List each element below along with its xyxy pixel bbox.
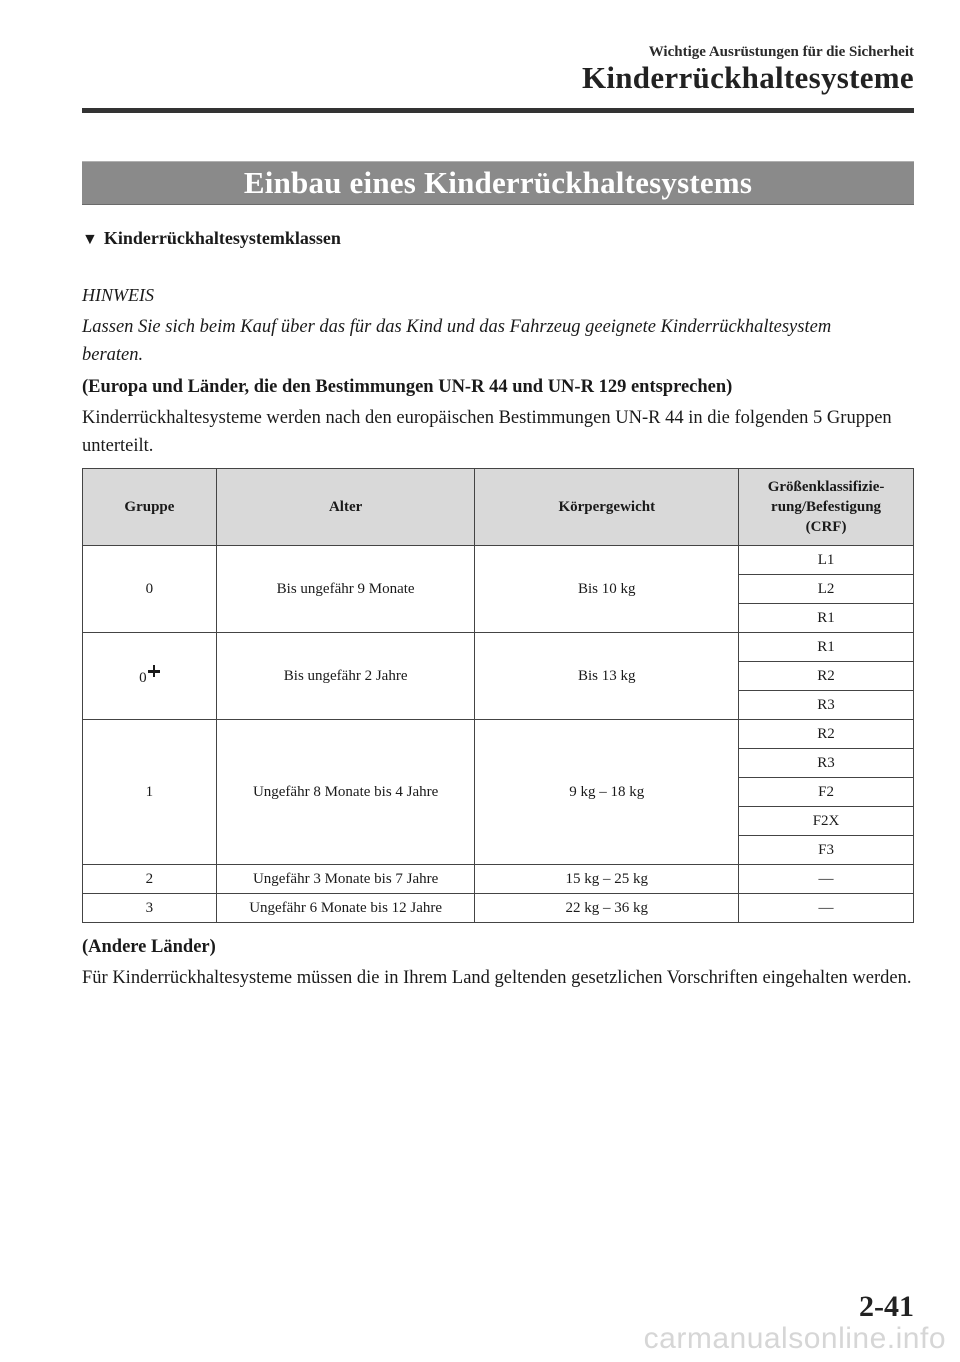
cell-group: 1	[83, 720, 217, 865]
page-header-title: Kinderrückhaltesysteme	[581, 60, 914, 95]
header-group: Gruppe	[83, 469, 217, 546]
cell-crf: R2	[739, 662, 914, 691]
watermark: carmanualsonline.info	[643, 1322, 946, 1355]
cell-crf: F2X	[739, 807, 914, 836]
section-title: Einbau eines Kinderrückhaltesystems	[243, 165, 753, 200]
plus-icon	[148, 665, 160, 677]
cell-crf: R1	[739, 604, 914, 633]
cell-weight: 15 kg – 25 kg	[475, 865, 739, 894]
table-header-row	[83, 469, 914, 546]
cell-age: Bis ungefähr 2 Jahre	[216, 633, 475, 720]
cell-age: Ungefähr 3 Monate bis 7 Jahre	[216, 865, 475, 894]
cell-crf: ―	[739, 894, 914, 923]
other-countries-text: Für Kinderrückhaltesysteme müssen die in Ihrem Land geltenden gesetzlichen Vorschriften eingehalten werden.	[82, 968, 912, 988]
cell-age: Bis ungefähr 9 Monate	[216, 546, 475, 633]
cell-crf: R3	[739, 749, 914, 778]
cell-group-number: 0	[139, 670, 147, 686]
cell-weight: Bis 13 kg	[475, 633, 739, 720]
header-age: Alter	[216, 469, 475, 546]
cell-age: Ungefähr 6 Monate bis 12 Jahre	[216, 894, 475, 923]
subheading-text: Kinderrückhaltesystemklassen	[103, 228, 341, 248]
subheading	[82, 228, 341, 249]
cell-crf: L1	[739, 546, 914, 575]
header-rule	[82, 108, 914, 113]
page-number: 2-41	[859, 1290, 914, 1323]
europe-text: Kinderrückhaltesysteme werden nach den europäischen Bestimmungen UN-R 44 in die folgenden 5 Gruppen unterteilt.	[82, 408, 892, 456]
header-crf-line: rung/Befestigung	[771, 499, 882, 515]
header-crf-line: Größenklassifizie-	[767, 479, 885, 495]
table-row	[83, 720, 914, 749]
table-row	[83, 865, 914, 894]
cell-weight: 9 kg – 18 kg	[475, 720, 739, 865]
cell-group: 2	[83, 865, 217, 894]
cell-age: Ungefähr 8 Monate bis 4 Jahre	[216, 720, 475, 865]
cell-crf: ―	[739, 865, 914, 894]
cell-crf: F3	[739, 836, 914, 865]
cell-group: 0	[83, 546, 217, 633]
cell-crf: R1	[739, 633, 914, 662]
header-weight: Körpergewicht	[475, 469, 739, 546]
chapter-title: Wichtige Ausrüstungen für die Sicherheit	[648, 44, 914, 60]
triangle-marker-icon: ▼	[82, 231, 98, 248]
europe-heading: (Europa und Länder, die den Bestimmungen UN-R 44 und UN-R 129 entsprechen)	[82, 377, 733, 397]
cell-weight: Bis 10 kg	[475, 546, 739, 633]
table-row	[83, 894, 914, 923]
other-countries-heading: (Andere Länder)	[82, 937, 216, 957]
cell-weight: 22 kg – 36 kg	[475, 894, 739, 923]
header-crf	[739, 469, 914, 546]
section-title-bar	[82, 161, 914, 205]
cell-crf: R3	[739, 691, 914, 720]
note-text: Lassen Sie sich beim Kauf über das für das Kind und das Fahrzeug geeignete Kinderrückhaltesystem beraten.	[82, 317, 832, 365]
table-row	[83, 546, 914, 575]
cell-group	[83, 633, 217, 720]
cell-group: 3	[83, 894, 217, 923]
crf-table	[82, 468, 914, 923]
cell-crf: L2	[739, 575, 914, 604]
cell-crf: R2	[739, 720, 914, 749]
header-crf-line: (CRF)	[805, 519, 847, 535]
cell-crf: F2	[739, 778, 914, 807]
table-row	[83, 633, 914, 662]
note-label: HINWEIS	[82, 285, 154, 305]
